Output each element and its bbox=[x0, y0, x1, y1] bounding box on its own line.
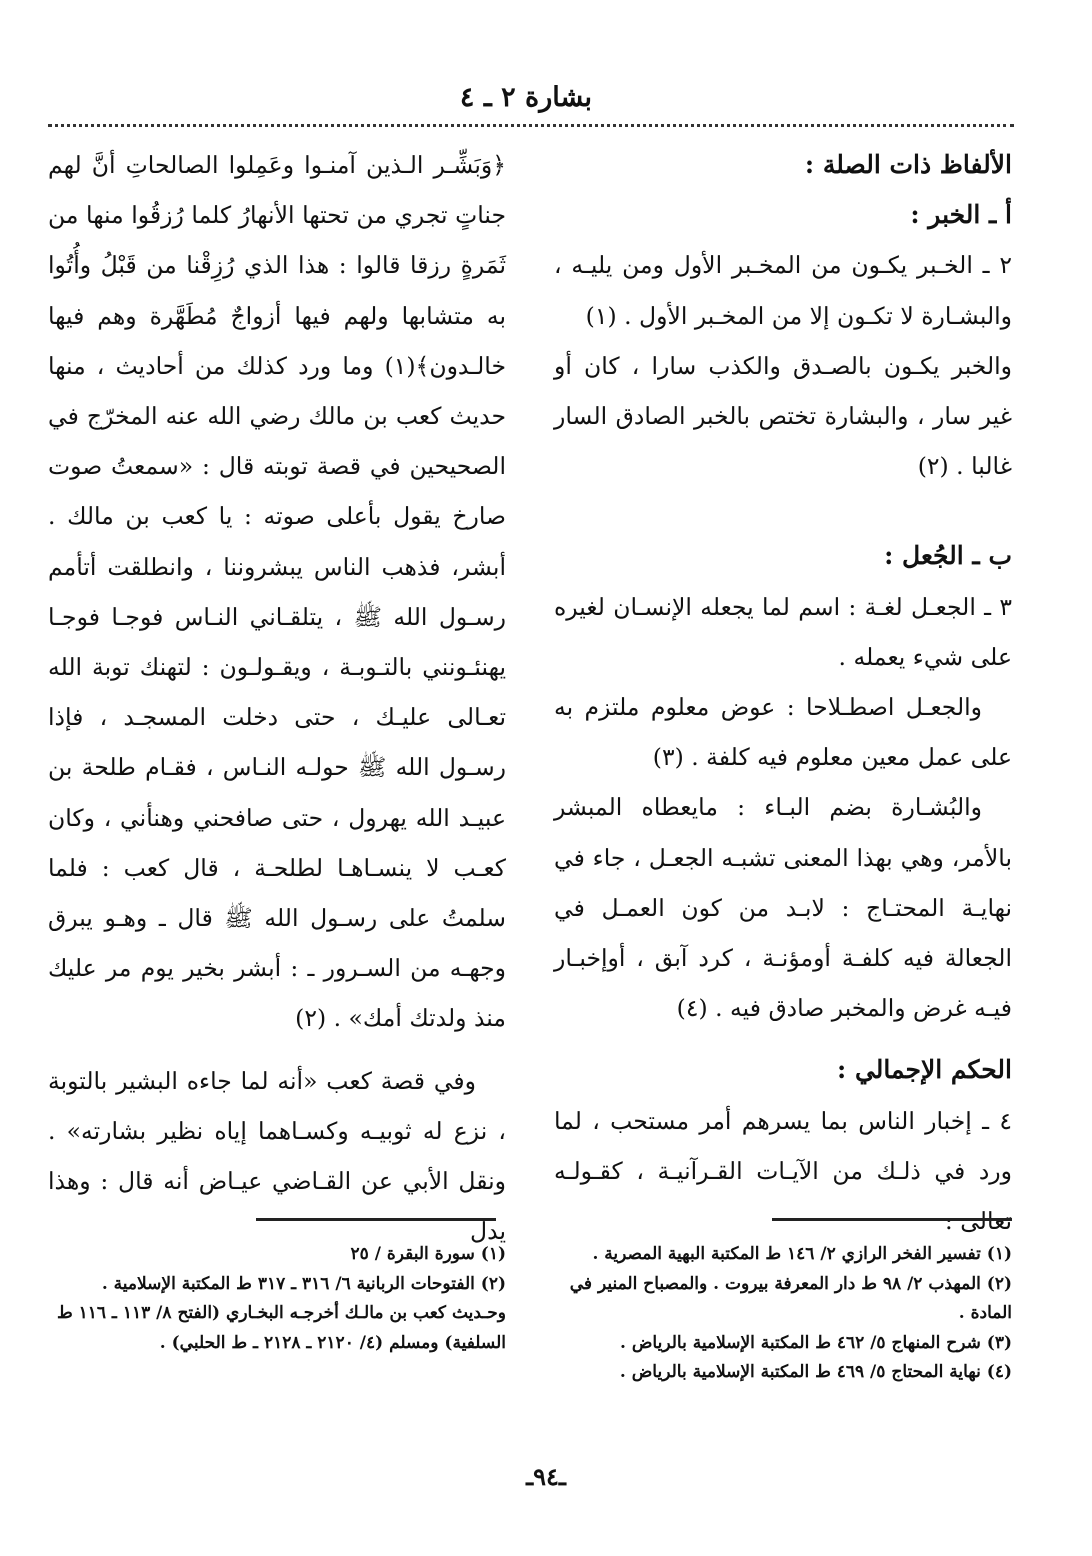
page-number: ـ٩٤ـ bbox=[526, 1462, 566, 1491]
paragraph-3b: والجعـل اصطـلاحا : عوض معلوم ملتزم به على عمل معين معلوم فيه كلفة . (٣) bbox=[554, 693, 1012, 772]
footnote: (١) تفسير الفخر الرازي ٢/ ١٤٦ ط المكتبة البهية المصرية . bbox=[592, 1244, 1012, 1264]
heading-general-ruling: الحكم الإجمالي : bbox=[837, 1055, 1012, 1085]
left-column bbox=[48, 140, 506, 1256]
paragraph-2b: والخبر يكـون بالصـدق والكذب سارا ، كان أو غير سار ، والبشارة تختص بالخبر الصادق السار غالبا . (٢) bbox=[554, 351, 1012, 481]
paragraph-kaab-story: وفي قصة كعب «أنه لما جاءه البشير بالتوبة ، نزع له ثوبيـه وكسـاهما إياه نظير بشارته» . ونقل الأبي عن القـاضي عيـاض أنه قال : وهذا يدل bbox=[48, 1066, 506, 1246]
footnote: (٤) نهاية المحتاج ٥/ ٤٦٩ ط المكتبة الإسلامية بالرياض . bbox=[619, 1362, 1012, 1382]
paragraph-verse-hadith: ﴿وَبَشِّـر الـذين آمنـوا وعَمِلوا الصالحاتِ أنَّ لهم جناتٍ تجري من تحتها الأنهارُ كلما رُزقُوا منها من ثَمَرةٍ رزقا قالوا : هذا الذي رُزِقْنا من قَبْلُ وأُتُوا به متشابها ولهم فيها أزواجٌ مُطَهَّرة وهم فيها خالـدون﴾(١) وما ورد كذلك من أحاديث ، منها حديث كعب بن مالك رضي الله عنه المخرّج في الصحيحين في قصة توبته قال : «سمعتُ صوت صارخ يقول بأعلى صوته : يا كعب بن مالك . أبشر، فذهب الناس يبشروننا ، وانطلقت أتأمم رسـول الله ﷺ ، يتلقـاني النـاس فوجـا فوجـا يهنئـونني بالتـوبـة ، ويقـولـون : لتهنك توبة الله تعـالى عليـك ، حتى دخلت المسجـد ، فإذا رسـول الله ﷺ حولـه النـاس ، فقـام طلحة بن عبيـد الله يهرول ، حتى صافحني وهنأني ، وكان كعـب لا ينسـاهـا لطلحـة ، قال كعب : فلما سلمتُ على رسـول الله ﷺ قال ـ وهـو يبرق وجهـه من السـرور ـ : أبشر بخير يوم مر عليك منذ ولدتك أمك» . (٢) bbox=[48, 151, 506, 1033]
running-header: بشارة ٢ ـ ٤ bbox=[459, 82, 593, 113]
footnotes-right bbox=[554, 1240, 1012, 1388]
footnote-rule-right bbox=[772, 1218, 1012, 1221]
paragraph-2: ٢ ـ الخـبر يكـون من المخـبر الأول ومن يليـه ، والبشـارة لا تكـون إلا من المخـبر الأول . (١) bbox=[554, 251, 1012, 330]
footnote: (٣) شرح المنهاج ٥/ ٤٦٢ ط المكتبة الإسلامية بالرياض . bbox=[620, 1332, 1012, 1353]
footnote: (١) سورة البقرة / ٢٥ bbox=[350, 1244, 506, 1264]
footnote: وحـديث كعب بن مالـك أخرجـه البخـاري (الفتح ٨/ ١١٣ ـ ١١٦ ط السلفية) ومسلم (٤/ ٢١٢٠ ـ ٢١٢٨ ـ ط الحلبي) . bbox=[56, 1303, 506, 1353]
heading-jual: ب ـ الجُعل : bbox=[884, 541, 1012, 571]
right-column bbox=[554, 140, 1012, 1246]
header-dotted-rule bbox=[48, 124, 1014, 127]
paragraph-3c: والبُشـارة بضم البـاء : مايعطاه المبشر بالأمر، وهي بهذا المعنى تشبـه الجعـل ، جاء في نهايـة المحتـاج : لابـد من كون العمـل في الجعالة فيه كلفـة أومؤنـة ، كرد آبق ، أوإخبـار فيـه غرض والمخبر صادق فيه . (٤) bbox=[554, 793, 1012, 1023]
heading-khabar: أ ـ الخبر : bbox=[910, 200, 1012, 230]
heading-related-terms: الألفاظ ذات الصلة : bbox=[804, 150, 1012, 179]
footnote: (٢) الفتوحات الربانية ٦/ ٣١٦ ـ ٣١٧ ط المكتبة الإسلامية . bbox=[101, 1273, 506, 1294]
paragraph-4: ٤ ـ إخبار الناس بما يسرهم أمر مستحب ، لما ورد في ذلـك من الآيـات القـرآنيـة ، كقـولـه تعالى : bbox=[554, 1106, 1012, 1236]
paragraph-3: ٣ ـ الجعـل لغـة : اسم لما يجعله الإنسـان لغيره على شيء يعمله . bbox=[554, 592, 1012, 671]
footnote: (٢) المهذب ٢/ ٩٨ ط دار المعرفة بيروت . والمصباح المنير في المادة . bbox=[569, 1273, 1012, 1323]
footnote-rule-left bbox=[256, 1218, 496, 1221]
footnotes-left bbox=[48, 1240, 506, 1358]
